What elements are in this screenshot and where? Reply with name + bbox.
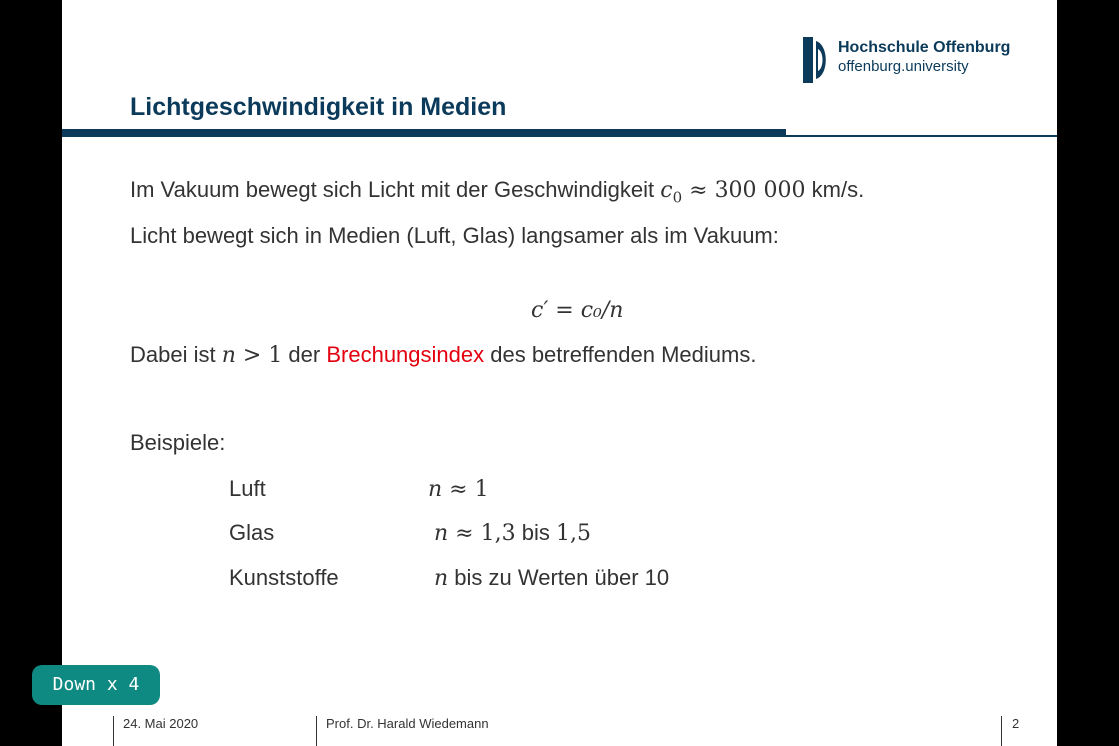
example-medium: Glas xyxy=(229,520,275,545)
c0-variable: c xyxy=(660,178,673,203)
n-variable: n xyxy=(434,566,449,591)
line3-suffix: des betreffenden Mediums. xyxy=(484,342,757,367)
n-variable: n xyxy=(221,343,236,368)
footer-divider xyxy=(316,716,317,746)
logo-name: Hochschule Offenburg xyxy=(838,39,1011,56)
approx-symbol: ≈ xyxy=(682,178,715,203)
line3-mid: der xyxy=(282,342,327,367)
example-number-2: 1,5 xyxy=(555,521,591,546)
line3-prefix: Dabei ist xyxy=(130,342,222,367)
example-medium: Kunststoffe xyxy=(229,565,339,590)
logo-subtitle: offenburg.university xyxy=(838,58,969,75)
vacuum-speed-value: 300 000 xyxy=(714,178,806,203)
example-rest: bis xyxy=(515,520,556,545)
line-vacuum-speed xyxy=(130,177,864,206)
line-refractive-index xyxy=(130,342,756,368)
one-value: 1 xyxy=(268,343,283,368)
slide xyxy=(62,0,1057,746)
n-variable: n xyxy=(428,477,443,502)
example-medium: Luft xyxy=(229,476,266,501)
footer-page-number: 2 xyxy=(1012,716,1020,731)
example-number: 1 xyxy=(474,477,489,502)
title-rule-thin xyxy=(786,135,1057,137)
title-rule xyxy=(62,129,786,137)
footer-author: Prof. Dr. Harald Wiedemann xyxy=(326,716,489,731)
approx-symbol: ≈ xyxy=(448,521,481,546)
examples-label: Beispiele: xyxy=(130,430,226,455)
footer-divider xyxy=(113,716,114,746)
vacuum-speed-unit: km/s. xyxy=(805,177,865,202)
greater-than: > xyxy=(235,343,269,368)
formula: c′ = c₀/n xyxy=(531,298,624,323)
line-vacuum-text: Im Vakuum bewegt sich Licht mit der Geschwindigkeit xyxy=(130,177,661,202)
example-value xyxy=(434,520,591,546)
slide-title: Lichtgeschwindigkeit in Medien xyxy=(130,93,507,121)
example-value xyxy=(428,476,489,502)
approx-symbol: ≈ xyxy=(442,477,475,502)
c0-subscript: 0 xyxy=(672,188,683,207)
refractive-index-term: Brechungsindex xyxy=(326,342,485,367)
line-media-slower: Licht bewegt sich in Medien (Luft, Glas) langsamer als im Vakuum: xyxy=(130,223,779,248)
n-variable: n xyxy=(434,521,449,546)
key-press-badge: Down x 4 xyxy=(32,665,160,705)
example-value xyxy=(434,565,669,591)
footer-divider xyxy=(1001,716,1002,746)
example-number: 1,3 xyxy=(480,521,516,546)
footer-date: 24. Mai 2020 xyxy=(123,716,199,731)
logo-mark-icon xyxy=(803,37,831,83)
example-rest: bis zu Werten über 10 xyxy=(448,565,670,590)
